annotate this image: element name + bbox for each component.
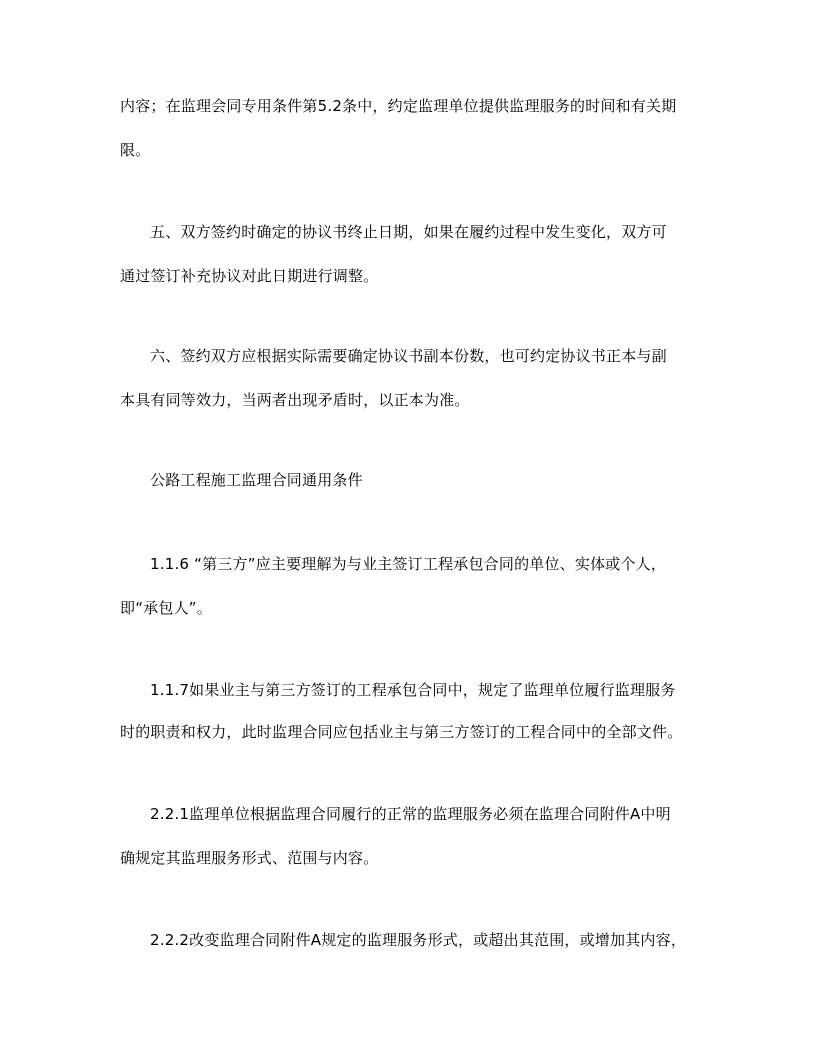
paragraph-line: 内容；在监理会同专用条件第5.2条中，约定监理单位提供监理服务的时间和有关期 bbox=[120, 97, 677, 115]
paragraph-line: 时的职责和权力，此时监理合同应包括业主与第三方签订的工程合同中的全部文件。 bbox=[120, 723, 683, 741]
paragraph-line: 本具有同等效力，当两者出现矛盾时，以正本为准。 bbox=[120, 391, 470, 409]
paragraph-line: 1.1.6 “第三方”应主要理解为与业主签订工程承包合同的单位、实体或个人， bbox=[150, 555, 667, 573]
paragraph-line: 六、签约双方应根据实际需要确定协议书副本份数，也可约定协议书正本与副 bbox=[150, 347, 667, 365]
paragraph-line: 即“承包人”。 bbox=[120, 599, 212, 617]
paragraph-line: 2.2.2改变监理合同附件A规定的监理服务形式，或超出其范围，或增加其内容， bbox=[150, 931, 687, 949]
paragraph-line: 五、双方签约时确定的协议书终止日期，如果在履约过程中发生变化，双方可 bbox=[150, 223, 667, 241]
paragraph-line: 限。 bbox=[120, 141, 151, 159]
paragraph-line: 确规定其监理服务形式、范围与内容。 bbox=[120, 849, 379, 867]
paragraph-line: 通过签订补充协议对此日期进行调整。 bbox=[120, 267, 379, 285]
section-heading: 公路工程施工监理合同通用条件 bbox=[150, 471, 363, 489]
paragraph-line: 2.2.1监理单位根据监理合同履行的正常的监理服务必须在监理合同附件A中明 bbox=[150, 805, 671, 823]
paragraph-line: 1.1.7如果业主与第三方签订的工程承包合同中，规定了监理单位履行监理服务 bbox=[150, 681, 676, 699]
